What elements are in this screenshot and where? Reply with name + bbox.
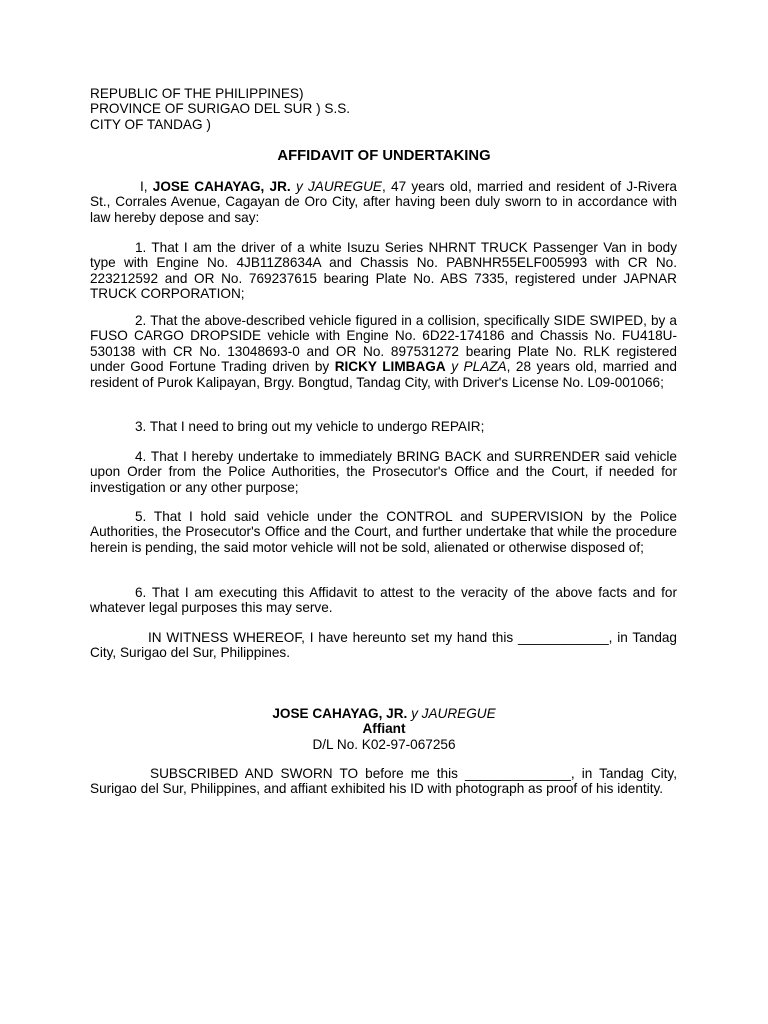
paragraph-4: 4. That I hereby undertake to immediately BRING BACK and SURRENDER said vehicle upon Order from the Police Authorities, the Prosecutor's Office and the Court, if needed for investigation or any other purpose;: [90, 449, 677, 495]
affiant-name: JOSE CAHAYAG, JR.: [152, 179, 291, 194]
header-line-province: PROVINCE OF SURIGAO DEL SUR ) S.S.: [90, 101, 351, 117]
document-title: AFFIDAVIT OF UNDERTAKING: [277, 148, 491, 164]
other-driver-name: RICKY LIMBAGA: [334, 359, 446, 375]
header-line-city: CITY OF TANDAG ): [90, 116, 211, 132]
intro-paragraph: I, JOSE CAHAYAG, JR. y JAUREGUE, 47 years old, married and resident of J-Rivera St., Corrales Avenue, Cagayan de Oro City, after having been duly sworn to in accordance with law hereby depose and say:: [90, 179, 677, 225]
signatory-surname: y JAUREGUE: [407, 706, 496, 721]
header-line-republic: REPUBLIC OF THE PHILIPPINES): [90, 86, 304, 101]
venue-header: [90, 86, 677, 132]
signatory-role: Affiant: [362, 721, 406, 737]
signature-block: [0, 706, 768, 752]
paragraph-5: 5. That I hold said vehicle under the CONTROL and SUPERVISION by the Police Authorities, the Prosecutor's Office and the Court, and further undertake that while the procedure herein is pending, the said motor vehicle will not be sold, alienated or otherwise disposed of;: [90, 509, 677, 555]
signatory-name: JOSE CAHAYAG, JR.: [272, 706, 408, 721]
witness-paragraph: IN WITNESS WHEREOF, I have hereunto set my hand this ____________, in Tandag City, Surigao del Sur, Philippines.: [90, 630, 677, 661]
paragraph-2: 2. That the above-described vehicle figured in a collision, specifically SIDE SWIPED, by a FUSO CARGO DROPSIDE vehicle with Engine No. 6D22-174186 and Chassis No. FU418U-530138 with CR No. 13048693-0 and OR No. 897531272 bearing Plate No. RLK registered under Good Fortune Trading driven by RICKY LIMBAGA y PLAZA, 28 years old, married and resident of Purok Kalipayan, Brgy. Bongtud, Tandag City, with Driver's License No. L09-001066;: [90, 313, 677, 390]
paragraph-1: 1. That I am the driver of a white Isuzu Series NHRNT TRUCK Passenger Van in body type with Engine No. 4JB11Z8634A and Chassis No. PABNHR55ELF005993 with CR No. 223212592 and OR No. 769237615 bearing Plate No. ABS 7335, registered under JAPNAR TRUCK CORPORATION;: [90, 240, 677, 302]
affiant-surname: y JAUREGUE: [290, 179, 382, 194]
drivers-license-number: D/L No. K02-97-067256: [312, 736, 456, 752]
paragraph-3: 3. That I need to bring out my vehicle to undergo REPAIR;: [135, 419, 485, 434]
jurat-paragraph: SUBSCRIBED AND SWORN TO before me this ______________, in Tandag City, Surigao del Sur, Philippines, and affiant exhibited his ID with photograph as proof of his identity.: [90, 766, 677, 797]
paragraph-6: 6. That I am executing this Affidavit to attest to the veracity of the above facts and for whatever legal purposes this may serve.: [90, 585, 677, 616]
other-driver-surname: y PLAZA: [445, 359, 507, 375]
